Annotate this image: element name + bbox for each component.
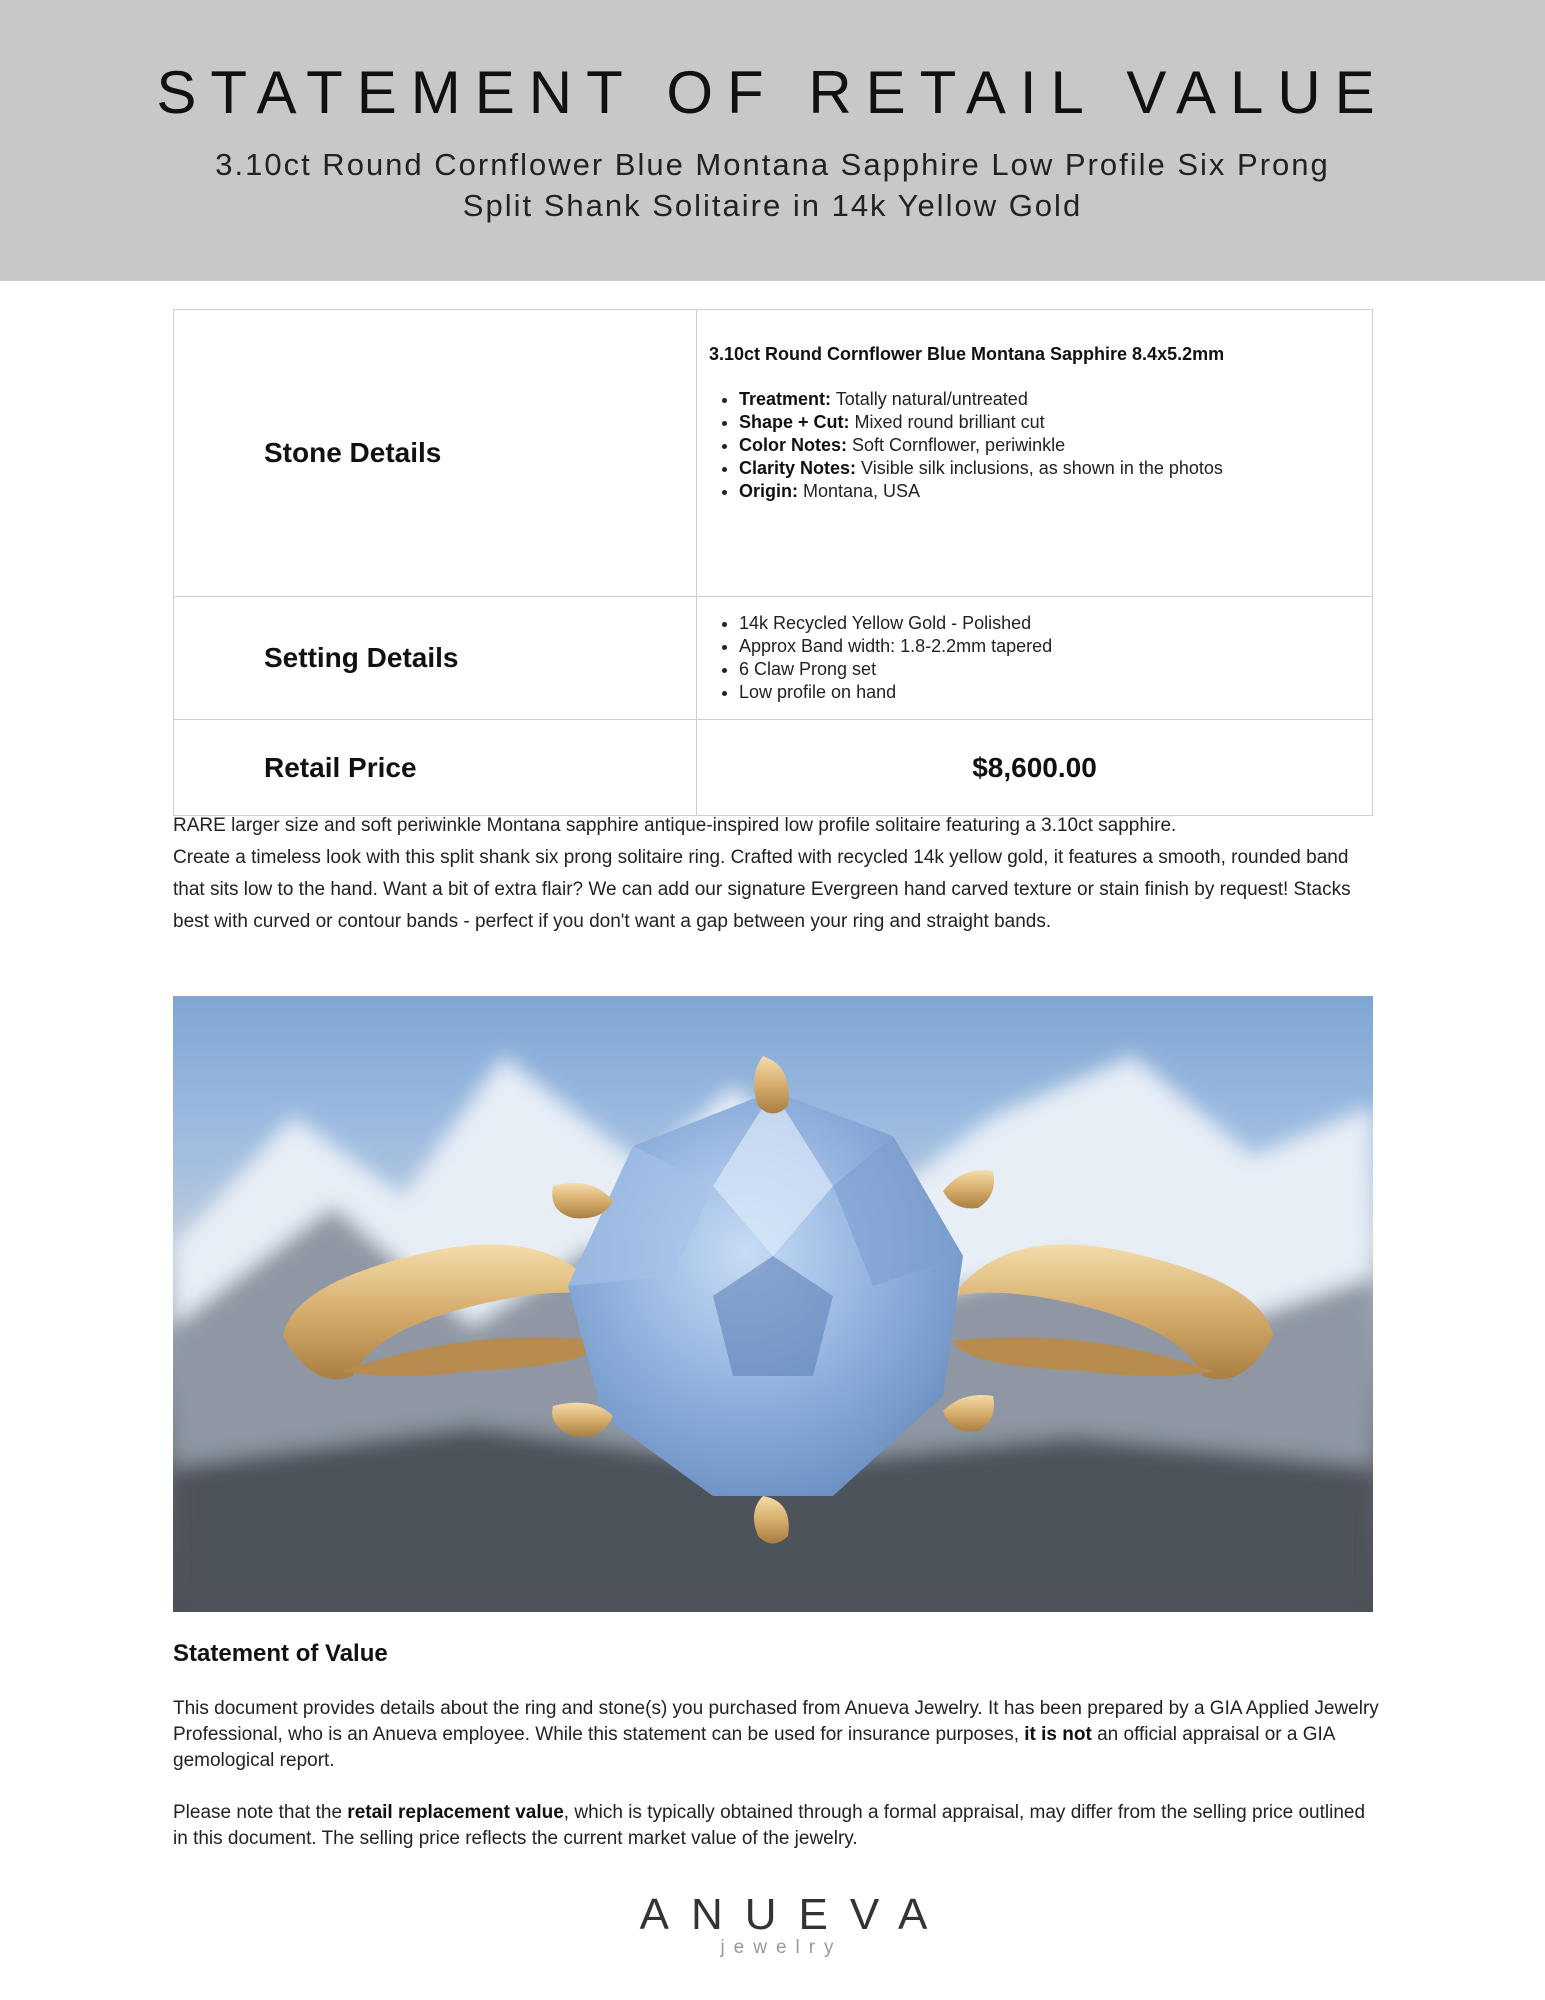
list-item: • 6 Claw Prong set	[739, 658, 1360, 681]
statement-p1-text-a: This document provides details about the ring and stone(s) you purchased from Anueva Jewelry. It has been prepared by a GIA Applied Jewelry Professional, who is an Anueva employee. While this statement can be used for insurance purposes,	[173, 1698, 1379, 1745]
ring-photo-illustration	[173, 996, 1373, 1612]
retail-price-row	[174, 720, 1373, 816]
statement-p2-text-b: , which is typically obtained through a formal appraisal, may differ from the selling price outlined in this document. The selling price reflects the current market value of the jewelry.	[173, 1802, 1366, 1849]
list-item	[739, 388, 1360, 411]
header-banner	[0, 0, 1545, 281]
statement-paragraph-2	[173, 1800, 1383, 1852]
stone-clarity-value: Visible silk inclusions, as shown in the photos	[856, 458, 1223, 478]
stone-heading: 3.10ct Round Cornflower Blue Montana Sapphire 8.4x5.2mm	[709, 344, 1225, 364]
stone-origin-value: Montana, USA	[798, 481, 921, 501]
stone-details-row	[174, 310, 1373, 597]
product-photo	[173, 996, 1373, 1612]
list-item	[739, 411, 1360, 434]
brand-logo: ANUEVA	[639, 1890, 950, 1939]
details-table	[173, 309, 1373, 816]
list-item: • 14k Recycled Yellow Gold - Polished	[739, 612, 1360, 635]
description-line-2: Create a timeless look with this split shank six prong solitaire ring. Crafted with recycled 14k yellow gold, it features a smooth, rounded band that sits low to the hand. Want a bit of extra flair? We can add our signature Evergreen hand carved texture or stain finish by request! Stacks best with curved or contour bands - perfect if you don't want a gap between your ring and straight bands.	[173, 847, 1351, 932]
brand-tagline: jewelry	[720, 1937, 843, 1958]
stone-treatment-key: Treatment:	[739, 389, 832, 409]
statement-p1-emphasis: it is not	[1024, 1724, 1092, 1745]
statement-p1-text-b: an official appraisal or a GIA gemological report.	[173, 1724, 1335, 1771]
stone-color-value: Soft Cornflower, periwinkle	[847, 435, 1066, 455]
setting-details-list	[709, 612, 1360, 704]
statement-p2-emphasis: retail replacement value	[347, 1802, 564, 1823]
description-line-1: RARE larger size and soft periwinkle Montana sapphire antique-inspired low profile solitaire featuring a 3.10ct sapphire.	[173, 815, 1177, 836]
retail-price-value: $8,600.00	[697, 720, 1373, 816]
statement-of-value-heading: Statement of Value	[173, 1640, 388, 1667]
stone-details-info	[697, 310, 1373, 597]
stone-clarity-key: Clarity Notes:	[739, 458, 857, 478]
list-item: • Approx Band width: 1.8-2.2mm tapered	[739, 635, 1360, 658]
stone-treatment-value: Totally natural/untreated	[831, 389, 1028, 409]
product-description	[173, 810, 1383, 938]
stone-shape-value: Mixed round brilliant cut	[849, 412, 1045, 432]
statement-p2-text-a: Please note that the	[173, 1802, 348, 1823]
product-subtitle: 3.10ct Round Cornflower Blue Montana Sapphire Low Profile Six Prong Split Shank Solitaire in 14k Yellow Gold	[215, 147, 1330, 223]
stone-details-label: Stone Details	[174, 310, 697, 597]
setting-details-label: Setting Details	[174, 597, 697, 720]
stone-origin-key: Origin:	[739, 481, 798, 501]
stone-details-list	[709, 388, 1360, 503]
list-item	[739, 434, 1360, 457]
retail-price-label: Retail Price	[174, 720, 697, 816]
setting-details-row	[174, 597, 1373, 720]
stone-color-key: Color Notes:	[739, 435, 847, 455]
list-item: • Low profile on hand	[739, 681, 1360, 704]
page-title: STATEMENT OF RETAIL VALUE	[156, 59, 1389, 126]
list-item	[739, 457, 1360, 480]
setting-details-info	[697, 597, 1373, 720]
stone-shape-key: Shape + Cut:	[739, 412, 850, 432]
statement-paragraph-1	[173, 1696, 1383, 1774]
list-item	[739, 480, 1360, 503]
